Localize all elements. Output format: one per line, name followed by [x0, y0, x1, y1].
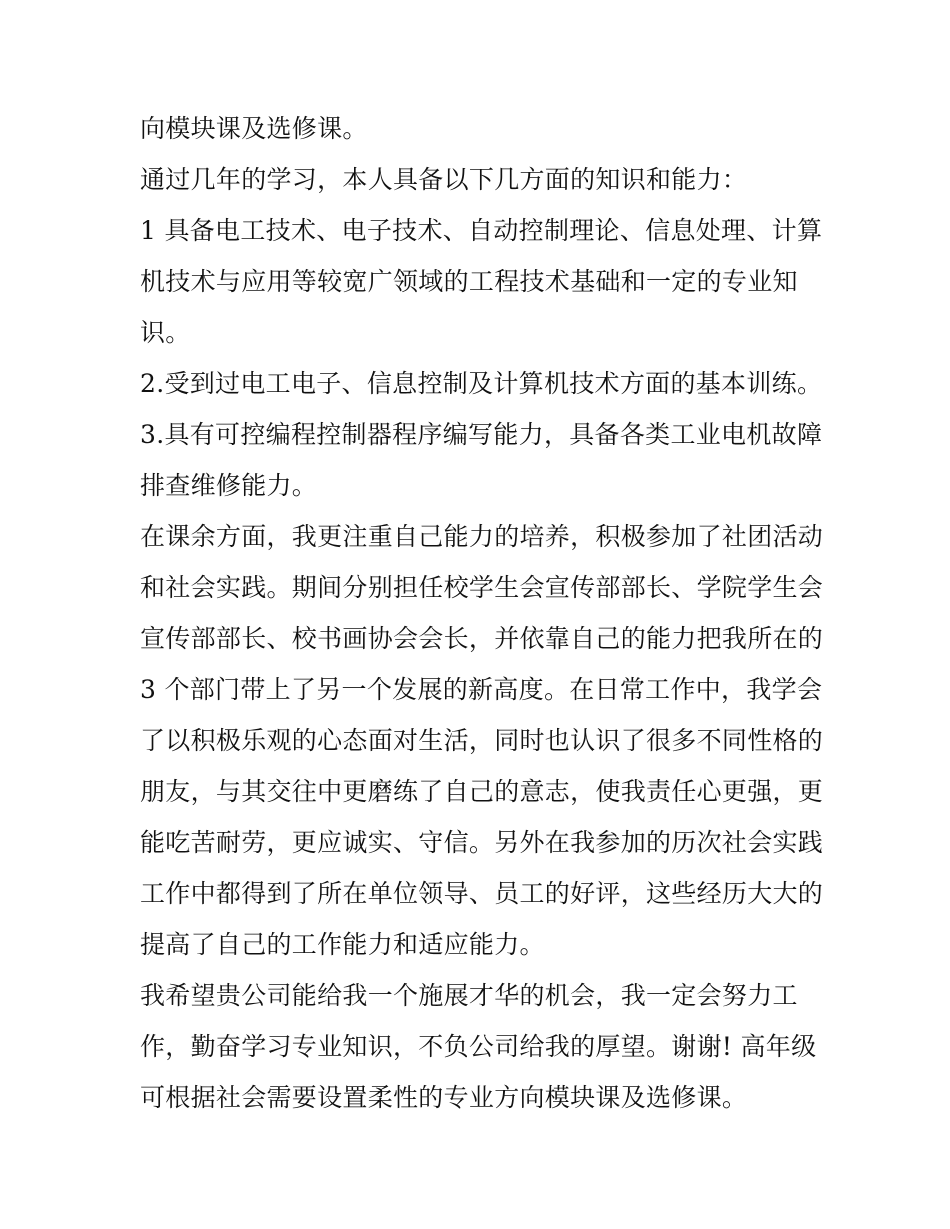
text-line: 3.具有可控编程控制器程序编写能力，具备各类工业电机故障: [140, 420, 823, 449]
text-line: 宣传部部长、校书画协会会长，并依靠自己的能力把我所在的: [140, 624, 824, 653]
text-line: 和社会实践。期间分别担任校学生会宣传部部长、学院学生会: [140, 573, 824, 602]
text-line: 提高了自己的工作能力和适应能力。: [140, 930, 545, 959]
text-line: 1 具备电工技术、电子技术、自动控制理论、信息处理、计算: [140, 216, 823, 245]
text-line: 3 个部门带上了另一个发展的新高度。在日常工作中，我学会: [140, 675, 823, 704]
text-line: 向模块课及选修课。: [140, 114, 368, 143]
text-line: 在课余方面，我更注重自己能力的培养，积极参加了社团活动: [140, 522, 824, 551]
text-line: 工作中都得到了所在单位领导、员工的好评，这些经历大大的: [140, 879, 824, 908]
text-line: 作，勤奋学习专业知识，不负公司给我的厚望。谢谢! 高年级: [140, 1032, 817, 1061]
text-line: 识。: [140, 318, 191, 347]
text-line: 通过几年的学习，本人具备以下几方面的知识和能力：: [140, 165, 748, 194]
text-line: 可根据社会需要设置柔性的专业方向模块课及选修课。: [140, 1083, 748, 1112]
text-line: 能吃苦耐劳，更应诚实、守信。另外在我参加的历次社会实践: [140, 828, 824, 857]
text-line: 机技术与应用等较宽广领域的工程技术基础和一定的专业知: [140, 267, 798, 296]
text-line: 了以积极乐观的心态面对生活，同时也认识了很多不同性格的: [140, 726, 824, 755]
text-line: 我希望贵公司能给我一个施展才华的机会，我一定会努力工: [140, 981, 798, 1010]
text-line: 排查维修能力。: [140, 471, 318, 500]
text-line: 2.受到过电工电子、信息控制及计算机技术方面的基本训练。: [140, 369, 823, 398]
text-line: 朋友，与其交往中更磨练了自己的意志，使我责任心更强，更: [140, 777, 824, 806]
